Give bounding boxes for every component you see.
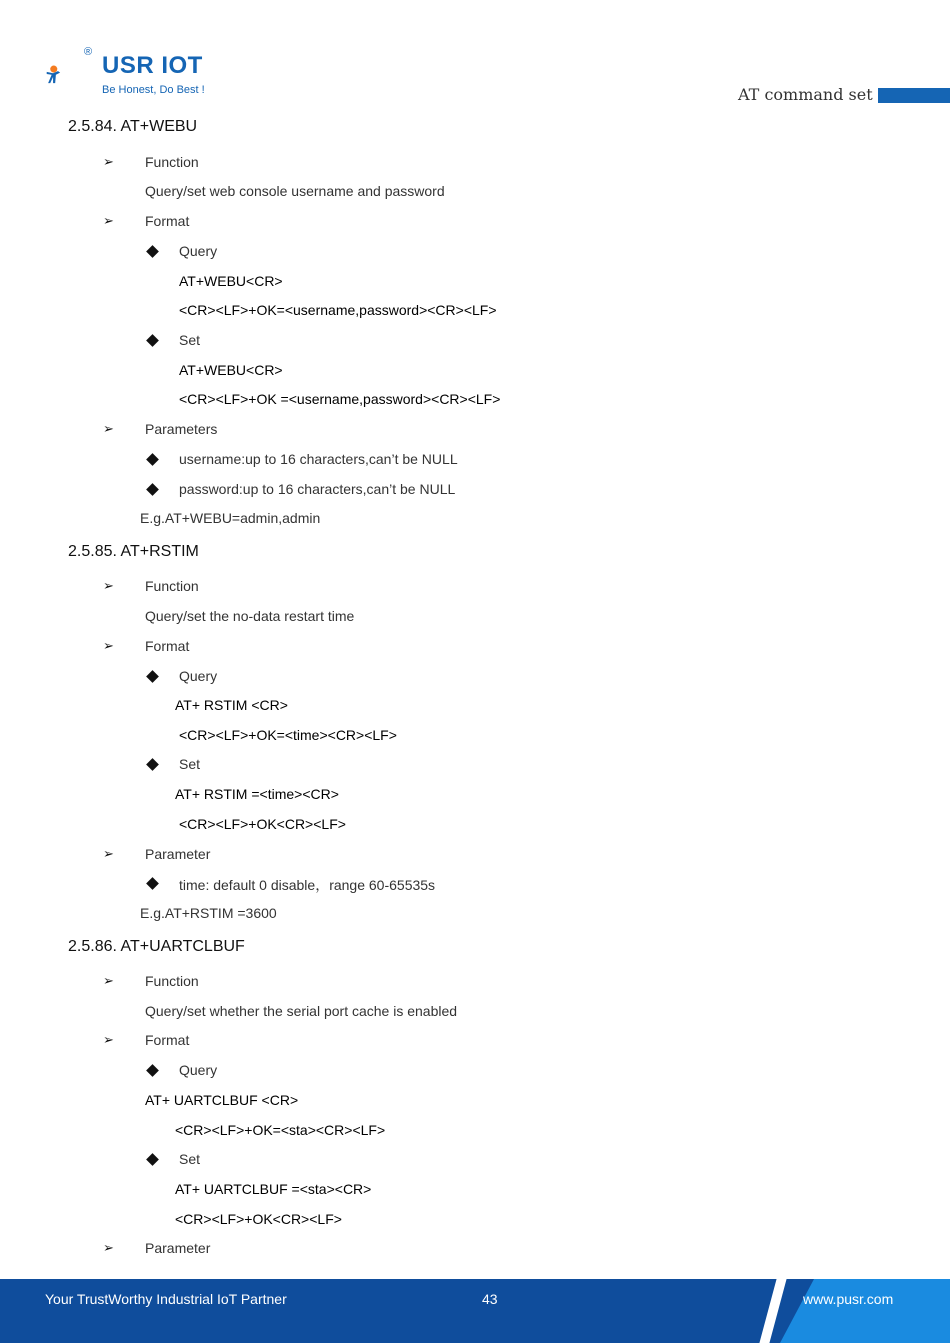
- function-description: Query/set web console username and password: [145, 183, 445, 199]
- arrow-bullet-icon: ➢: [103, 213, 114, 228]
- footer-divider-stripe: [759, 1279, 786, 1343]
- parameter-label: Parameter: [145, 846, 211, 862]
- diamond-bullet-icon: [146, 758, 159, 771]
- query-label: Query: [179, 243, 218, 259]
- query-response: <CR><LF>+OK=<time><CR><LF>: [179, 727, 397, 743]
- arrow-bullet-icon: ➢: [103, 973, 114, 988]
- function-description: Query/set the no-data restart time: [145, 608, 355, 624]
- page-footer: [0, 1279, 950, 1343]
- query-response: <CR><LF>+OK=<username,password><CR><LF>: [179, 302, 497, 318]
- function-description: Query/set whether the serial port cache is enabled: [145, 1003, 458, 1019]
- footer-website-link[interactable]: www.pusr.com: [803, 1291, 894, 1307]
- set-command: AT+ RSTIM =<time><CR>: [175, 786, 339, 802]
- arrow-bullet-icon: ➢: [103, 578, 114, 593]
- arrow-bullet-icon: ➢: [103, 421, 114, 436]
- arrow-bullet-icon: ➢: [103, 1240, 114, 1255]
- logo-registered-mark: ®: [84, 46, 93, 58]
- parameters-label: Parameters: [145, 421, 218, 437]
- parameter-item: password:up to 16 characters,can’t be NULL: [179, 481, 456, 497]
- diamond-bullet-icon: [146, 1064, 159, 1077]
- set-command: AT+WEBU<CR>: [179, 362, 283, 378]
- section-label-bar: [878, 88, 950, 103]
- function-label: Function: [145, 973, 199, 989]
- diamond-bullet-icon: [146, 453, 159, 466]
- query-command: AT+ RSTIM <CR>: [175, 697, 288, 713]
- arrow-bullet-icon: ➢: [103, 154, 114, 169]
- set-response: <CR><LF>+OK =<username,password><CR><LF>: [179, 391, 501, 407]
- set-response: <CR><LF>+OK<CR><LF>: [175, 1211, 342, 1227]
- parameter-item: time: default 0 disable，range 60-65535s: [179, 877, 436, 893]
- arrow-bullet-icon: ➢: [103, 846, 114, 861]
- function-label: Function: [145, 154, 199, 170]
- set-label: Set: [179, 756, 201, 772]
- diamond-bullet-icon: [146, 670, 159, 683]
- parameter-label: Parameter: [145, 1240, 211, 1256]
- function-label: Function: [145, 578, 199, 594]
- set-label: Set: [179, 332, 201, 348]
- diamond-bullet-icon: [146, 245, 159, 258]
- query-command: AT+ UARTCLBUF <CR>: [145, 1092, 299, 1108]
- example-text: E.g.AT+RSTIM =3600: [140, 905, 277, 921]
- footer-tagline: Your TrustWorthy Industrial IoT Partner: [45, 1291, 287, 1307]
- diamond-bullet-icon: [146, 483, 159, 496]
- section-heading-uartclbuf: 2.5.86. AT+UARTCLBUF: [68, 938, 245, 955]
- footer-accent: [780, 1279, 950, 1343]
- example-text: E.g.AT+WEBU=admin,admin: [140, 510, 321, 526]
- parameter-item: username:up to 16 characters,can’t be NULL: [179, 451, 458, 467]
- format-label: Format: [145, 1032, 190, 1048]
- set-label: Set: [179, 1151, 201, 1167]
- query-label: Query: [179, 668, 218, 684]
- usr-iot-logo-icon: [46, 46, 106, 102]
- query-label: Query: [179, 1062, 218, 1078]
- section-heading-rstim: 2.5.85. AT+RSTIM: [68, 543, 199, 560]
- logo-slogan: Be Honest, Do Best !: [102, 84, 205, 96]
- diamond-bullet-icon: [146, 334, 159, 347]
- diamond-bullet-icon: [146, 1153, 159, 1166]
- section-label: AT command set: [738, 85, 873, 104]
- format-label: Format: [145, 638, 190, 654]
- logo-wordmark: USR IOT: [102, 52, 203, 79]
- arrow-bullet-icon: ➢: [103, 638, 114, 653]
- query-command: AT+WEBU<CR>: [179, 273, 283, 289]
- query-response: <CR><LF>+OK=<sta><CR><LF>: [175, 1122, 386, 1138]
- section-heading-webu: 2.5.84. AT+WEBU: [68, 118, 198, 135]
- set-response: <CR><LF>+OK<CR><LF>: [179, 816, 346, 832]
- page-number: 43: [482, 1291, 498, 1307]
- format-label: Format: [145, 213, 190, 229]
- diamond-bullet-icon: [146, 877, 159, 890]
- arrow-bullet-icon: ➢: [103, 1032, 114, 1047]
- set-command: AT+ UARTCLBUF =<sta><CR>: [175, 1181, 372, 1197]
